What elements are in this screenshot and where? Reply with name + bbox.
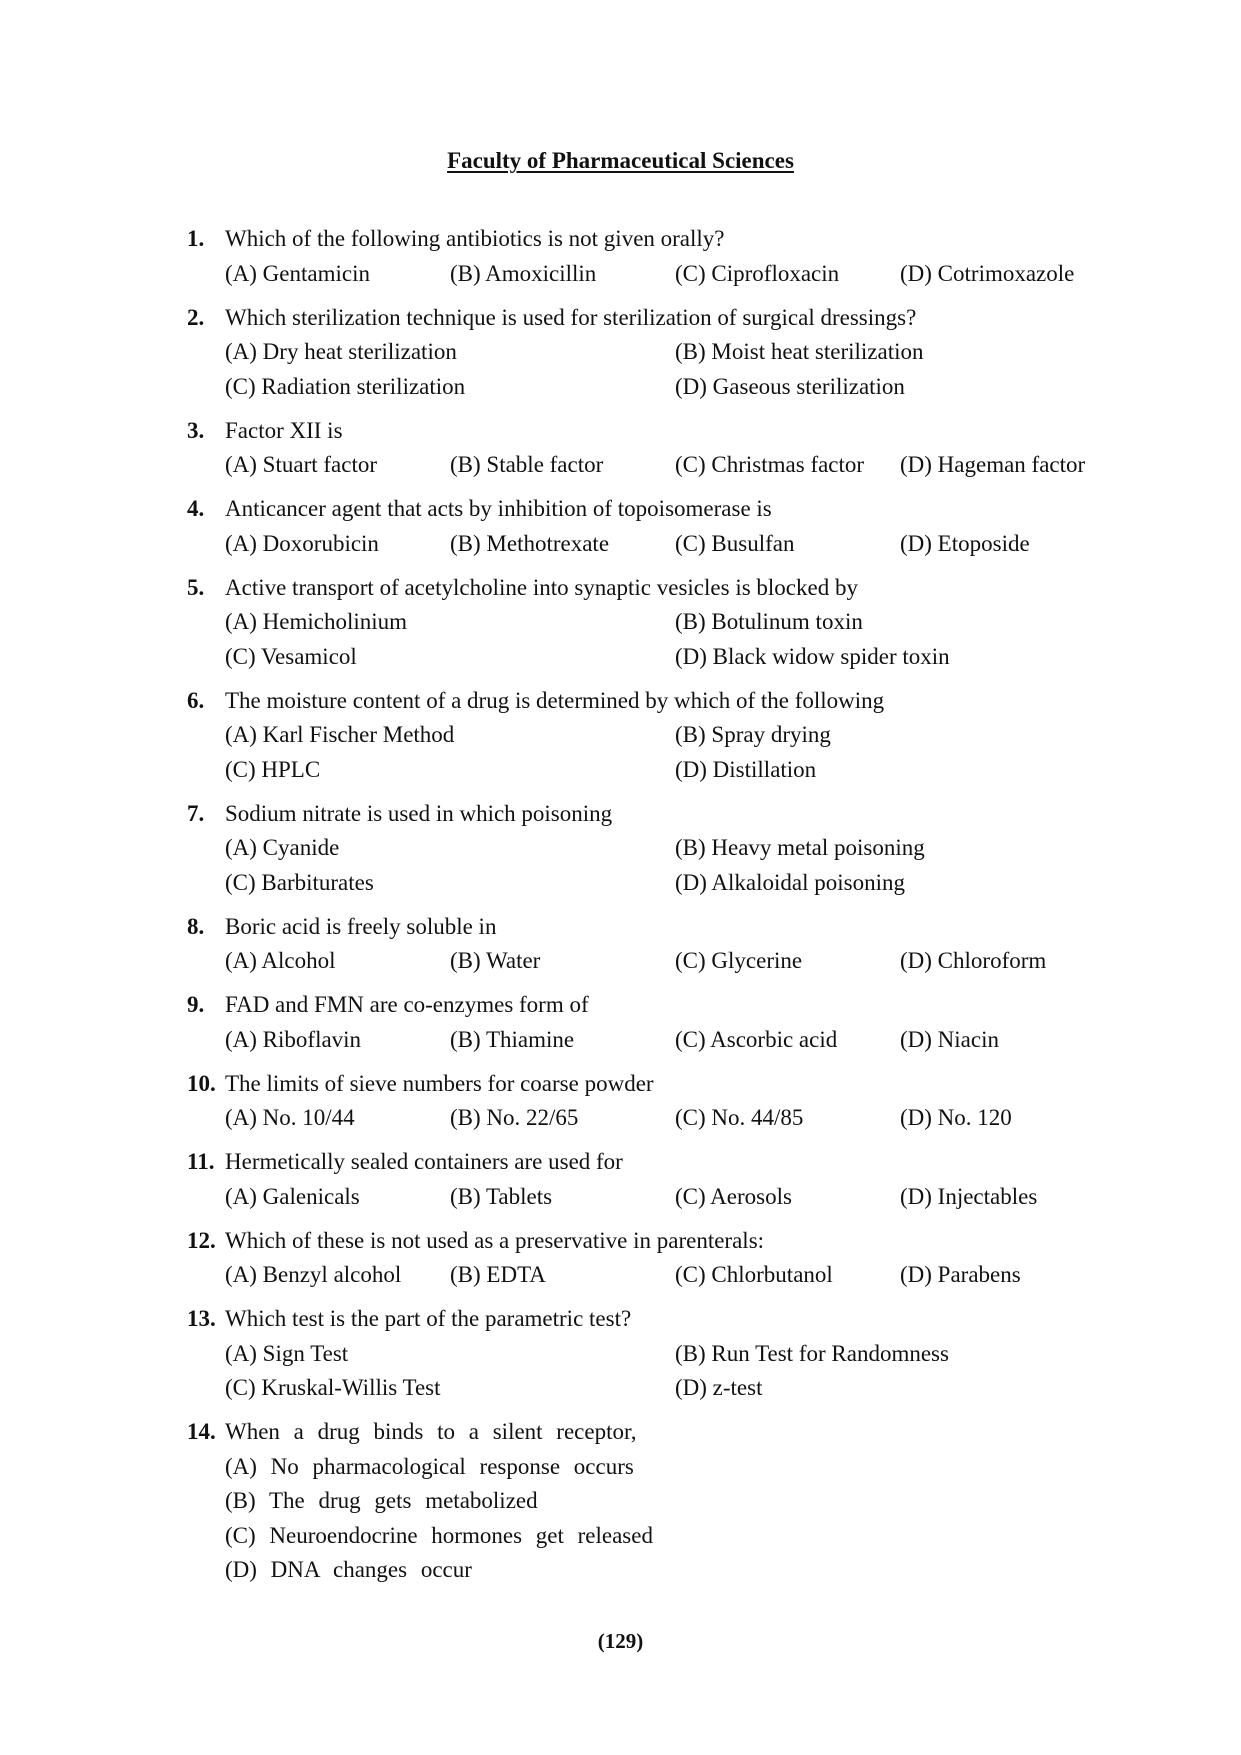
option-a: (A) No pharmacological response occurs	[225, 1453, 634, 1479]
option-c: (C) HPLC	[225, 756, 321, 782]
option-a: (A) Sign Test	[225, 1340, 349, 1366]
question-text: Factor XII is	[225, 417, 343, 443]
page-title: Faculty of Pharmaceutical Sciences	[447, 148, 794, 173]
option-d: (D) Cotrimoxazole	[900, 260, 1075, 286]
option-b: (B) EDTA	[450, 1262, 546, 1287]
option-a: (A) Stuart factor	[225, 452, 377, 477]
question-8	[187, 910, 1127, 979]
question-number: 10.	[187, 1070, 216, 1096]
option-a: (A) Karl Fischer Method	[225, 722, 455, 747]
option-d: (D) Chloroform	[900, 948, 1047, 973]
question-6	[187, 684, 1127, 788]
option-b: (B) No. 22/65	[450, 1105, 579, 1130]
option-c: (C) Glycerine	[675, 948, 803, 973]
question-1	[187, 222, 1127, 291]
option-b: (B) Thiamine	[450, 1026, 575, 1052]
question-number: 2.	[187, 304, 205, 330]
question-text: The limits of sieve numbers for coarse powder	[225, 1070, 654, 1096]
question-9	[187, 988, 1127, 1057]
option-d: (D) Injectables	[900, 1183, 1038, 1209]
option-a: (A) Alcohol	[225, 948, 336, 973]
option-a: (A) No. 10/44	[225, 1105, 355, 1130]
question-4	[187, 492, 1127, 561]
question-13	[187, 1302, 1127, 1406]
option-d: (D) Parabens	[900, 1262, 1021, 1287]
question-12	[187, 1224, 1127, 1293]
option-a: (A) Galenicals	[225, 1183, 360, 1209]
option-c: (C) Christmas factor	[675, 452, 865, 477]
question-text: Active transport of acetylcholine into synaptic vesicles is blocked by	[225, 574, 858, 600]
option-b: (B) Tablets	[450, 1183, 553, 1209]
question-number: 8.	[187, 913, 205, 939]
option-b: (B) Moist heat sterilization	[675, 339, 924, 364]
option-a: (A) Cyanide	[225, 835, 340, 860]
option-c: (C) Kruskal-Willis Test	[225, 1375, 441, 1400]
option-c: (C) Aerosols	[675, 1183, 792, 1209]
question-text: Which test is the part of the parametric test?	[225, 1306, 632, 1331]
option-a: (A) Dry heat sterilization	[225, 339, 457, 364]
question-14	[187, 1415, 1127, 1588]
question-number: 1.	[187, 226, 205, 251]
option-b: (B) Spray drying	[675, 722, 831, 747]
page-number: (129)	[597, 1629, 644, 1653]
question-5	[187, 571, 1127, 675]
question-number: 14.	[187, 1419, 216, 1444]
question-text: FAD and FMN are co-enzymes form of	[225, 992, 589, 1017]
option-c: (C) Ascorbic acid	[675, 1026, 838, 1052]
question-10	[187, 1067, 1127, 1136]
question-2	[187, 301, 1127, 405]
option-d: (D) Hageman factor	[900, 452, 1086, 477]
option-d: (D) Etoposide	[900, 530, 1030, 556]
option-a: (A) Gentamicin	[225, 260, 370, 286]
option-a: (A) Hemicholinium	[225, 609, 408, 634]
option-b: (B) Botulinum toxin	[675, 609, 863, 634]
question-text: Boric acid is freely soluble in	[225, 913, 497, 939]
question-text: Sodium nitrate is used in which poisoning	[225, 800, 613, 826]
option-c: (C) Neuroendocrine hormones get released	[225, 1522, 653, 1548]
option-b: (B) Methotrexate	[450, 530, 610, 556]
question-number: 7.	[187, 800, 205, 826]
question-11	[187, 1145, 1127, 1214]
option-c: (C) Chlorbutanol	[675, 1262, 833, 1287]
question-number: 9.	[187, 992, 205, 1017]
question-text: Hermetically sealed containers are used for	[225, 1149, 623, 1174]
option-a: (A) Benzyl alcohol	[225, 1262, 402, 1287]
question-number: 13.	[187, 1306, 216, 1331]
question-number: 12.	[187, 1227, 216, 1253]
option-c: (C) No. 44/85	[675, 1105, 804, 1130]
option-b: (B) Stable factor	[450, 452, 604, 477]
question-number: 4.	[187, 496, 205, 521]
question-number: 6.	[187, 687, 205, 713]
option-d: (D) z-test	[675, 1375, 763, 1400]
option-d: (D) Niacin	[900, 1026, 999, 1052]
option-a: (A) Riboflavin	[225, 1026, 362, 1052]
option-d: (D) DNA changes occur	[225, 1557, 472, 1582]
question-list	[187, 222, 1127, 1597]
option-c: (C) Vesamicol	[225, 643, 357, 669]
question-number: 3.	[187, 417, 205, 443]
option-c: (C) Busulfan	[675, 530, 795, 556]
option-d: (D) Gaseous sterilization	[675, 373, 905, 399]
option-b: (B) Amoxicillin	[450, 260, 597, 286]
option-b: (B) Water	[450, 948, 541, 973]
question-text: Anticancer agent that acts by inhibition of topoisomerase is	[225, 496, 772, 521]
question-text: When a drug binds to a silent receptor,	[225, 1419, 637, 1444]
question-number: 5.	[187, 574, 205, 600]
option-b: (B) Run Test for Randomness	[675, 1340, 949, 1366]
question-text: Which of the following antibiotics is not given orally?	[225, 226, 725, 251]
question-7	[187, 797, 1127, 901]
question-text: The moisture content of a drug is determined by which of the following	[225, 687, 885, 713]
option-d: (D) Distillation	[675, 756, 817, 782]
option-d: (D) Black widow spider toxin	[675, 643, 950, 669]
option-c: (C) Ciprofloxacin	[675, 260, 840, 286]
question-number: 11.	[187, 1149, 215, 1174]
option-d: (D) Alkaloidal poisoning	[675, 869, 905, 895]
option-d: (D) No. 120	[900, 1105, 1012, 1130]
question-text: Which sterilization technique is used for sterilization of surgical dressings?	[225, 304, 917, 330]
option-b: (B) The drug gets metabolized	[225, 1488, 538, 1513]
option-c: (C) Radiation sterilization	[225, 373, 466, 399]
option-c: (C) Barbiturates	[225, 869, 374, 895]
option-b: (B) Heavy metal poisoning	[675, 835, 925, 860]
question-3	[187, 414, 1127, 483]
option-a: (A) Doxorubicin	[225, 530, 379, 556]
question-text: Which of these is not used as a preservative in parenterals:	[225, 1227, 765, 1253]
